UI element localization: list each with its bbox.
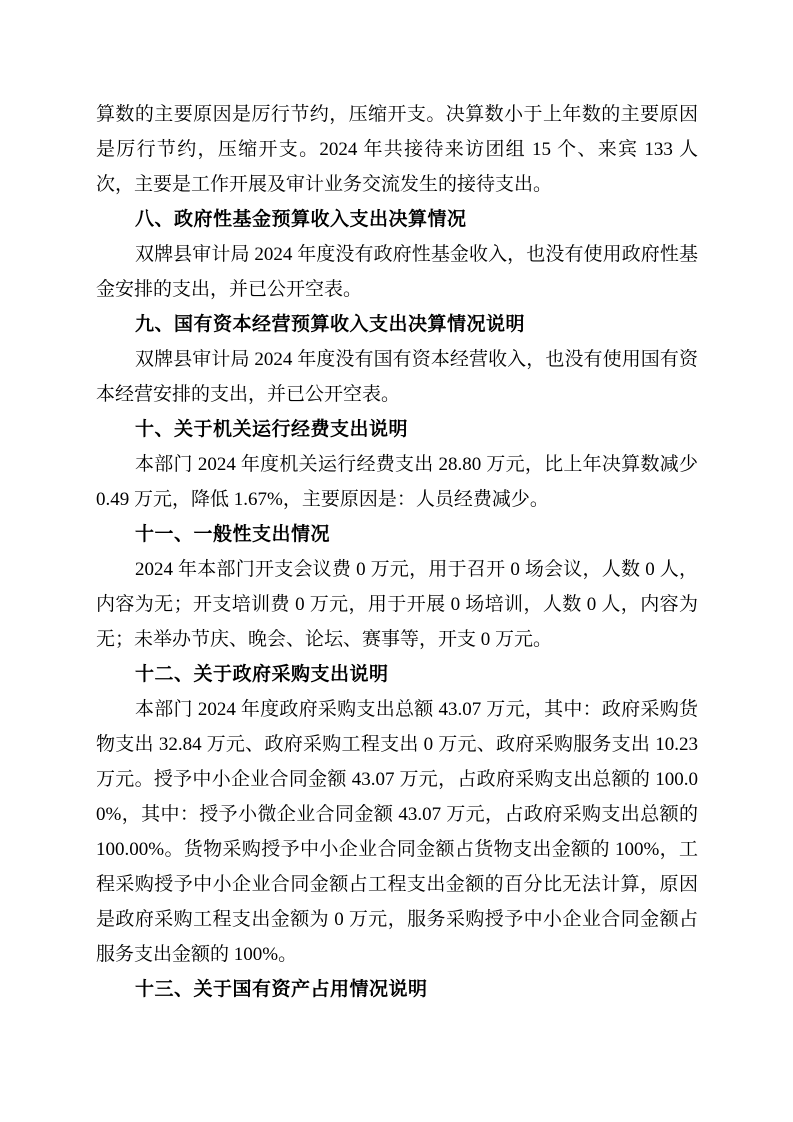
- body-paragraph: 本部门 2024 年度机关运行经费支出 28.80 万元，比上年决算数减少 0.49 万元，降低 1.67%，主要原因是：人员经费减少。: [96, 454, 698, 510]
- section-heading: 九、国有资本经营预算收入支出决算情况说明: [135, 314, 526, 335]
- body-paragraph: 2024 年本部门开支会议费 0 万元，用于召开 0 场会议，人数 0 人，内容为无；开支培训费 0 万元，用于开展 0 场培训，人数 0 人，内容为无；未举办节庆、晚会、论坛、赛事等，开支 0 万元。: [96, 559, 698, 650]
- section-heading: 十三、关于国有资产占用情况说明: [135, 979, 428, 1000]
- section-heading: 十一、一般性支出情况: [135, 524, 331, 545]
- section-heading: 八、政府性基金预算收入支出决算情况: [135, 209, 467, 230]
- body-paragraph: 本部门 2024 年度政府采购支出总额 43.07 万元，其中：政府采购货物支出 32.84 万元、政府采购工程支出 0 万元、政府采购服务支出 10.23 万元。授予中小企业合同金额 43.07 万元，占政府采购支出总额的 100.00%，其中：授予小微企业合同金额 43.07 万元，占政府采购支出总额的 100.00%。货物采购授予中小企业合同金额占货物支出金额的 100%，工程采购授予中小企业合同金额占工程支出金额的百分比无法计算，原因是政府采购工程支出金额为 0 万元，服务采购授予中小企业合同金额占服务支出金额的 100%。: [96, 699, 698, 965]
- section-heading: 十二、关于政府采购支出说明: [135, 664, 389, 685]
- document-page-content: [96, 97, 698, 1007]
- body-paragraph: 双牌县审计局 2024 年度没有政府性基金收入，也没有使用政府性基金安排的支出，并已公开空表。: [96, 244, 698, 300]
- body-paragraph: 双牌县审计局 2024 年度没有国有资本经营收入，也没有使用国有资本经营安排的支出，并已公开空表。: [96, 349, 698, 405]
- body-paragraph: 算数的主要原因是厉行节约，压缩开支。决算数小于上年数的主要原因是厉行节约，压缩开支。2024 年共接待来访团组 15 个、来宾 133 人次，主要是工作开展及审计业务交流发生的接待支出。: [96, 104, 698, 195]
- section-heading: 十、关于机关运行经费支出说明: [135, 419, 409, 440]
